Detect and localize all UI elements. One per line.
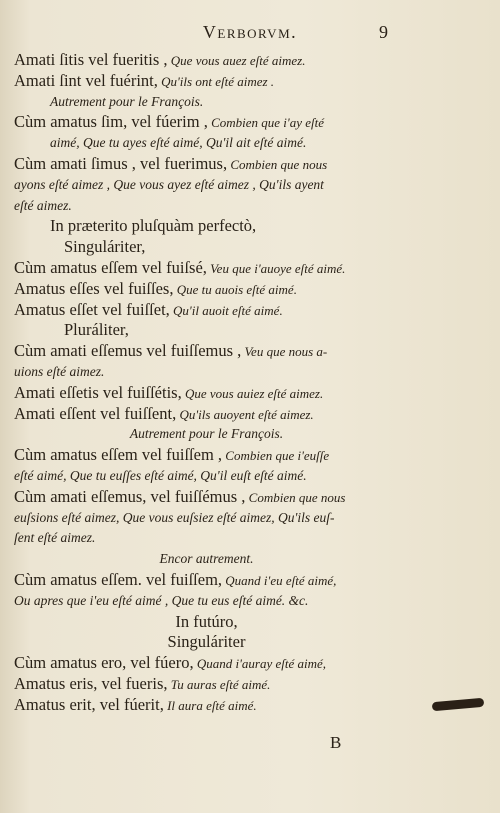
french-text: Que vous auez eſté aimez. xyxy=(167,53,306,68)
latin-text: Cùm amatus ſim, vel fúerim , xyxy=(14,112,208,132)
french-continuation: uions eſté aimez. xyxy=(14,363,105,379)
number-heading: Singuláriter, xyxy=(64,237,146,257)
text-line xyxy=(14,279,399,300)
french-text: Combien que i'ay eſté xyxy=(207,115,324,131)
french-continuation: euſsions eſté aimez, Que vous euſsiez eſté aimez, Qu'ils euſ- xyxy=(14,509,335,525)
french-text: Combien que nous xyxy=(227,156,328,172)
signature-mark: B xyxy=(330,733,342,752)
section-heading: Autrement pour le François. xyxy=(50,93,204,109)
french-continuation: Ou apres que i'eu eſté aimé , Que tu eus eſté aimé. &c. xyxy=(14,592,309,608)
latin-text: Amatus erit, vel fúerit, xyxy=(14,694,164,714)
french-text: Qu'ils auoyent eſté aimez. xyxy=(176,406,314,422)
number-heading: Singuláriter xyxy=(167,632,246,652)
french-continuation: aimé, Que tu ayes eſté aimé, Qu'il ait eſté aimé. xyxy=(50,135,307,151)
french-continuation: ſent eſté aimez. xyxy=(14,530,96,546)
text-line xyxy=(14,570,399,591)
french-text: Quand i'eu eſté aimé, xyxy=(222,572,337,588)
french-text: Qu'il auoit eſté aimé. xyxy=(169,302,283,318)
page-text xyxy=(14,50,399,716)
french-text: Que tu auois eſté aimé. xyxy=(173,281,297,297)
text-line xyxy=(14,258,399,279)
latin-text: Amati eſſent vel fuiſſent, xyxy=(14,403,177,423)
french-text: Il aura eſté aimé. xyxy=(163,697,257,713)
french-text: Tu auras eſté aimé. xyxy=(167,676,271,692)
latin-text: Amati eſſetis vel fuiſſétis, xyxy=(14,382,182,402)
text-line xyxy=(14,71,399,92)
latin-text: Amati ſint vel fuérint, xyxy=(14,70,158,90)
text-line xyxy=(14,341,399,362)
french-text: Veu que i'auoye eſté aimé. xyxy=(206,260,346,276)
latin-text: Cùm amatus ero, vel fúero, xyxy=(14,653,194,673)
french-text: Combien que i'euſſe xyxy=(222,448,330,464)
text-line xyxy=(14,653,399,674)
section-heading: Autrement pour le François. xyxy=(129,426,284,442)
french-text: Quand i'auray eſté aimé, xyxy=(193,656,327,672)
ink-stain xyxy=(432,698,485,711)
tense-heading: In futúro, xyxy=(175,611,238,631)
number-heading: Pluráliter, xyxy=(64,320,129,340)
latin-text: Cùm amatus eſſem vel fuiſſem , xyxy=(14,445,223,465)
french-continuation: ayons eſté aimez , Que vous ayez eſté aimez , Qu'ils ayent xyxy=(14,176,324,192)
text-line xyxy=(14,487,399,508)
french-text: Qu'ils ont eſté aimez . xyxy=(157,73,275,89)
text-line xyxy=(14,50,399,71)
latin-text: Cùm amati eſſemus, vel fuiſſémus , xyxy=(14,486,246,506)
text-line xyxy=(14,112,399,133)
page-header xyxy=(0,22,500,44)
text-line xyxy=(14,695,399,716)
latin-text: Amatus eſſes vel fuiſſes, xyxy=(14,278,174,298)
text-line xyxy=(14,404,399,425)
latin-text: Cùm amati eſſemus vel fuiſſemus , xyxy=(14,341,242,361)
latin-text: Amatus eris, vel fueris, xyxy=(14,673,168,693)
french-continuation: eſté aimez. xyxy=(14,197,72,213)
page-number: 9 xyxy=(379,22,388,42)
text-line xyxy=(14,445,399,466)
french-text: Combien que nous xyxy=(245,489,346,505)
french-continuation: eſté aimé, Que tu euſſes eſté aimé, Qu'il euſt eſté aimé. xyxy=(14,467,307,483)
french-text: Veu que nous a- xyxy=(241,344,328,360)
latin-text: Cùm amatus eſſem. vel fuiſſem, xyxy=(14,569,223,589)
latin-text: Cùm amati ſimus , vel fuerimus, xyxy=(14,153,228,173)
tense-heading: In præterito pluſquàm perfectò, xyxy=(50,216,257,236)
latin-text: Cùm amatus eſſem vel fuiſsé, xyxy=(14,257,207,277)
text-line xyxy=(14,383,399,404)
latin-text: Amatus eſſet vel fuiſſet, xyxy=(14,299,170,319)
text-line xyxy=(14,674,399,695)
latin-text: Amati ſitis vel fueritis , xyxy=(14,50,168,69)
french-text: Que vous auiez eſté aimez. xyxy=(181,385,324,401)
section-heading: Encor autrement. xyxy=(159,551,254,567)
text-line xyxy=(14,154,399,175)
running-head: Verborvm. xyxy=(202,22,298,42)
text-line xyxy=(14,300,399,321)
